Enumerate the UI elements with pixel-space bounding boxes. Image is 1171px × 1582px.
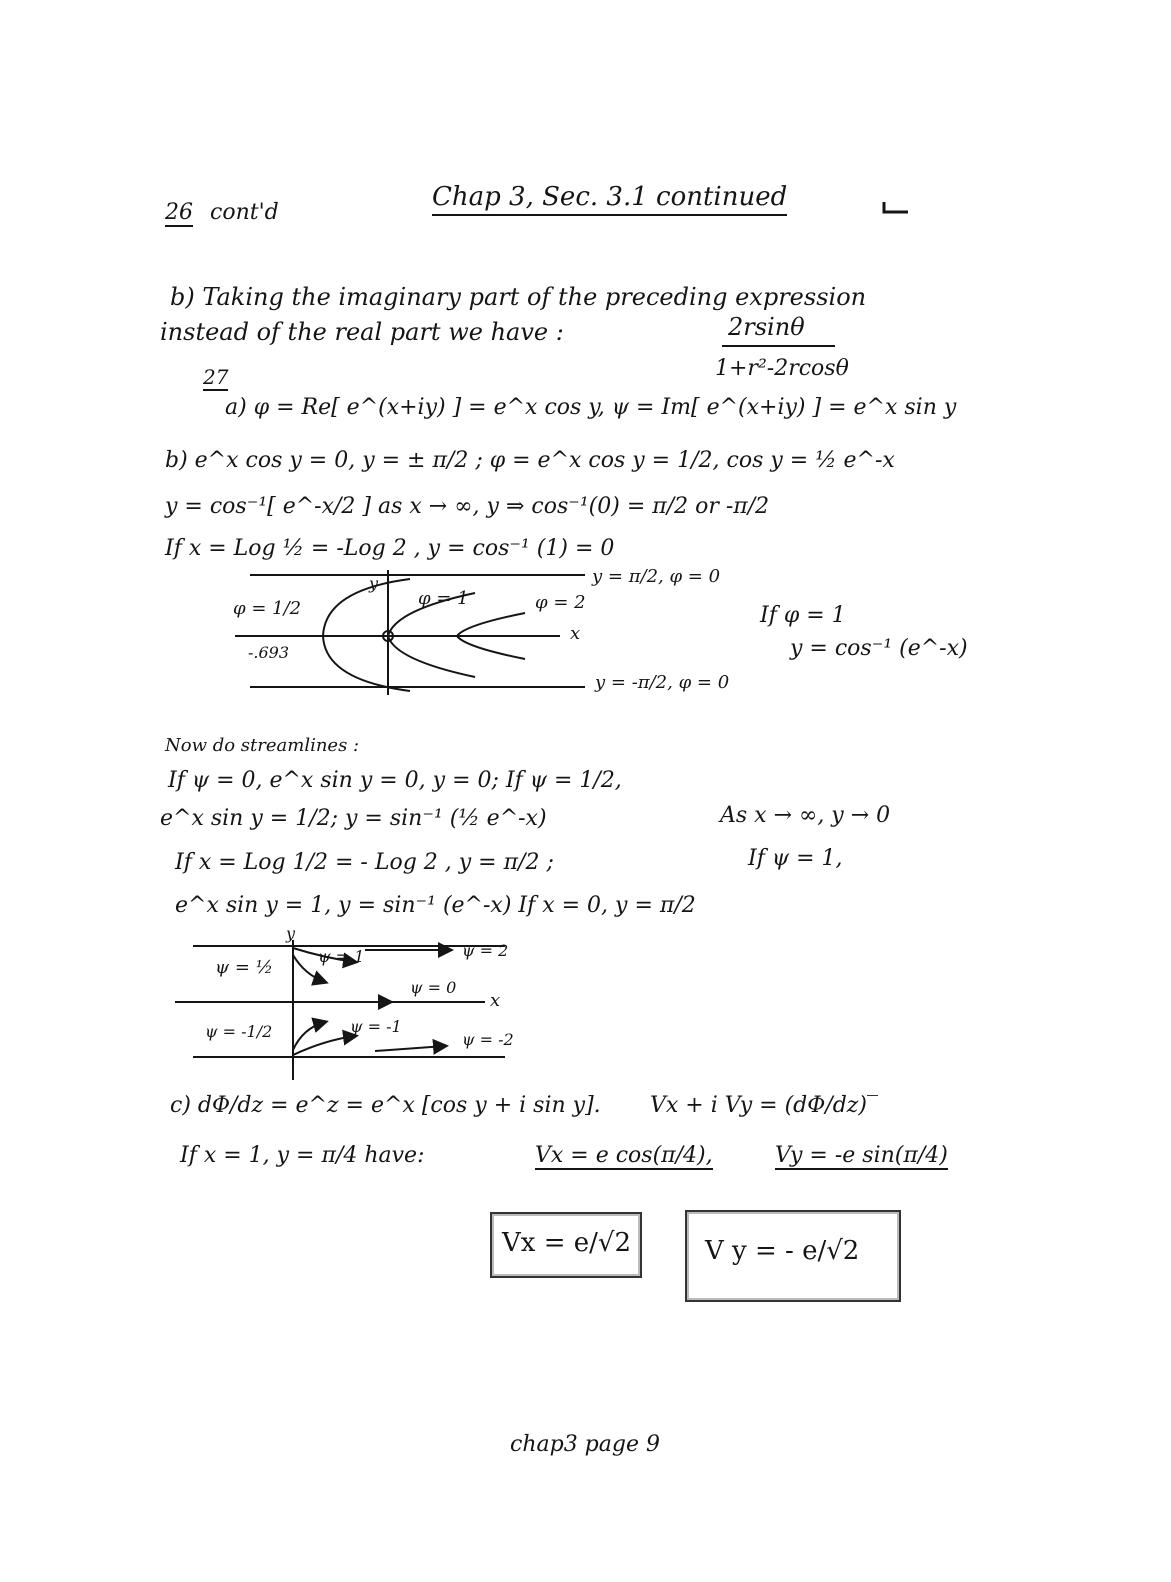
fig1-top-label: y = π/2, φ = 0 — [592, 566, 721, 587]
fraction-denominator: 1+r²-2rcosθ — [715, 356, 849, 381]
fig1-y-axis-label: y — [369, 574, 379, 593]
answer-vy: V y = - e/√2 — [705, 1236, 860, 1266]
fig2-label-psi-0: ψ = 0 — [410, 978, 457, 997]
fig1-bottom-label: y = -π/2, φ = 0 — [595, 672, 730, 693]
equipotential-sketch — [235, 565, 595, 695]
problem-number-27: 27 — [203, 365, 229, 389]
fig1-side-note2: y = cos⁻¹ (e^-x) — [790, 636, 968, 661]
p27-b-line2: y = cos⁻¹[ e^-x/2 ] as x → ∞, y ⇒ cos⁻¹(0) = π/2 or -π/2 — [165, 494, 770, 519]
fig1-label-phi-1: φ = 1 — [418, 588, 469, 609]
answer-box-vy — [685, 1210, 901, 1302]
curve-psi-m1 — [293, 1036, 355, 1055]
answer-box-vx — [490, 1212, 642, 1278]
fig2-label-psi-half: ψ = ½ — [215, 957, 274, 978]
fig2-label-psi-1: ψ = 1 — [318, 947, 365, 966]
streamlines-line4: e^x sin y = 1, y = sin⁻¹ (e^-x) If x = 0, y = π/2 — [175, 893, 696, 918]
fig2-label-psi-m1: ψ = -1 — [350, 1017, 402, 1036]
fraction-numerator: 2rsinθ — [722, 313, 835, 347]
fig2-y-axis-label: y — [286, 924, 296, 943]
streamlines-line2a: e^x sin y = 1/2; y = sin⁻¹ (½ e^-x) — [160, 806, 547, 831]
fig2-label-psi-mhalf: ψ = -1/2 — [205, 1022, 273, 1041]
contd-label: cont'd — [210, 200, 279, 225]
streamlines-line3b: If ψ = 1, — [748, 846, 843, 871]
streamlines-line2b: As x → ∞, y → 0 — [720, 803, 891, 828]
part-c-vx: Vx = e cos(π/4), — [535, 1143, 713, 1168]
streamlines-line1: If ψ = 0, e^x sin y = 0, y = 0; If ψ = 1/2, — [168, 768, 622, 793]
fig2-x-axis-label: x — [490, 990, 501, 1011]
fig1-label-phi-2: φ = 2 — [535, 592, 586, 613]
p27-a-line: a) φ = Re[ e^(x+iy) ] = e^x cos y, ψ = Im[ e^(x+iy) ] = e^x sin y — [225, 395, 957, 420]
streamlines-line3a: If x = Log 1/2 = - Log 2 , y = π/2 ; — [175, 850, 554, 875]
part-c-vy: Vy = -e sin(π/4) — [775, 1143, 948, 1168]
streamlines-heading: Now do streamlines : — [165, 735, 360, 756]
fig2-label-psi-m2: ψ = -2 — [462, 1030, 514, 1049]
problem-ref-26 — [165, 200, 279, 225]
corner-mark — [882, 200, 912, 220]
curve-psi-mhalf — [293, 1022, 325, 1050]
part-b-line1: b) Taking the imaginary part of the preceding expression — [170, 283, 867, 311]
fig1-label-phi-half: φ = 1/2 — [233, 598, 302, 619]
part-c-line2a: If x = 1, y = π/4 have: — [180, 1143, 425, 1168]
part-b-line2: instead of the real part we have : — [160, 318, 564, 346]
part-c-line1b: Vx + i Vy = (dΦ/dz)‾ — [650, 1093, 878, 1118]
fig1-intercept: -.693 — [248, 643, 290, 662]
problem-number: 26 — [165, 200, 193, 225]
arrow-psi-m2 — [375, 1046, 445, 1051]
part-c-line1a: c) dΦ/dz = e^z = e^x [cos y + i sin y]. — [170, 1093, 601, 1118]
p27-b-line1: b) e^x cos y = 0, y = ± π/2 ; φ = e^x cos y = 1/2, cos y = ½ e^-x — [165, 448, 895, 473]
fig2-label-psi-2: ψ = 2 — [462, 941, 509, 960]
answer-vx: Vx = e/√2 — [502, 1228, 632, 1258]
page-footer: chap3 page 9 — [510, 1432, 660, 1457]
fig1-x-axis-label: x — [570, 623, 581, 644]
fig1-side-note1: If φ = 1 — [760, 603, 846, 628]
p27-b-line3: If x = Log ½ = -Log 2 , y = cos⁻¹ (1) = 0 — [165, 536, 615, 561]
page-title: Chap 3, Sec. 3.1 continued — [432, 182, 787, 216]
